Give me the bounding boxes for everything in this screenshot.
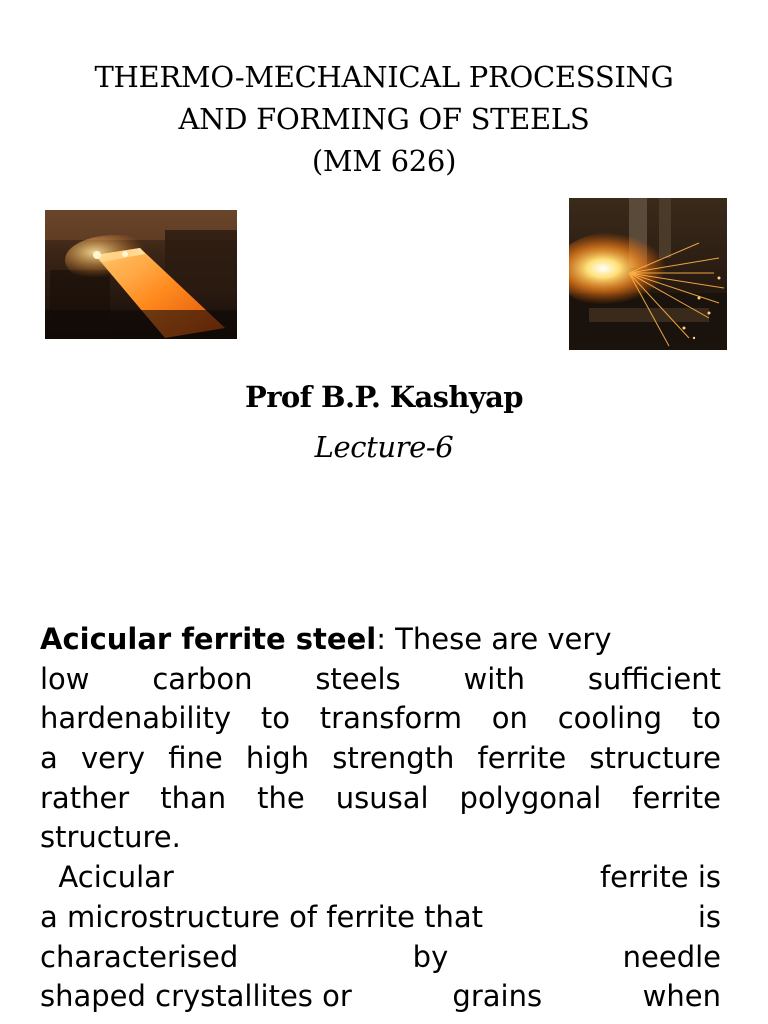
body-word: strength [332,741,455,776]
body-line-7 [40,858,721,898]
body-word: steels [315,661,401,696]
body-word: carbon [152,661,253,696]
steel-cutting-sparks-photo [569,198,727,350]
body-word: on [491,701,528,736]
body-word: a [40,741,58,776]
body-word: ferrite is [599,860,721,895]
body-word: Acicular [40,860,174,895]
body-word: very [80,741,146,776]
body-word: rather [40,780,130,815]
document-title [0,56,768,182]
body-word: fine [168,741,223,776]
hot-rolled-steel-slab-photo [45,210,237,339]
body-line-8 [40,898,721,938]
title-line-1: THERMO-MECHANICAL PROCESSING [94,60,674,94]
body-word: shaped crystallites or [40,979,352,1014]
author-name: Prof B.P. Kashyap [245,380,523,414]
body-line-6 [40,818,721,858]
body-line-1-rest: : These are very [376,622,612,656]
body-word: needle [622,939,721,974]
body-word: ususal [335,780,429,815]
body-paragraph [40,620,721,1017]
body-line-5 [40,779,721,819]
body-word: structure [589,741,721,776]
body-word: polygonal [459,780,602,815]
body-word: high [245,741,310,776]
body-line-4 [40,739,721,779]
body-word: to [260,701,290,736]
body-word: ferrite [477,741,567,776]
body-word: ferrite [632,780,721,815]
body-line-2 [40,660,721,700]
body-word: characterised [40,939,239,974]
body-word: with [463,661,526,696]
body-word: to [691,701,721,736]
lecture-label: Lecture-6 [314,430,454,464]
body-word: cooling [557,701,663,736]
body-word: hardenability [40,701,232,736]
body-word: than [160,780,227,815]
body-line-1 [40,620,721,660]
body-line-10 [40,977,721,1017]
body-line-6-text: structure. [40,820,181,855]
body-word: when [642,979,721,1014]
body-word: transform [319,701,462,736]
body-word: a microstructure of ferrite that [40,899,484,934]
body-line-3 [40,699,721,739]
body-line-9 [40,938,721,978]
body-word: the [257,780,305,815]
body-word: grains [452,979,543,1014]
body-word: low [40,661,90,696]
term-acicular-ferrite-steel: Acicular ferrite steel [40,622,377,656]
title-line-3: (MM 626) [311,144,457,178]
body-word: sufficient [587,661,721,696]
body-word: by [412,939,449,974]
body-word: is [697,899,721,934]
title-line-2: AND FORMING OF STEELS [178,102,590,136]
